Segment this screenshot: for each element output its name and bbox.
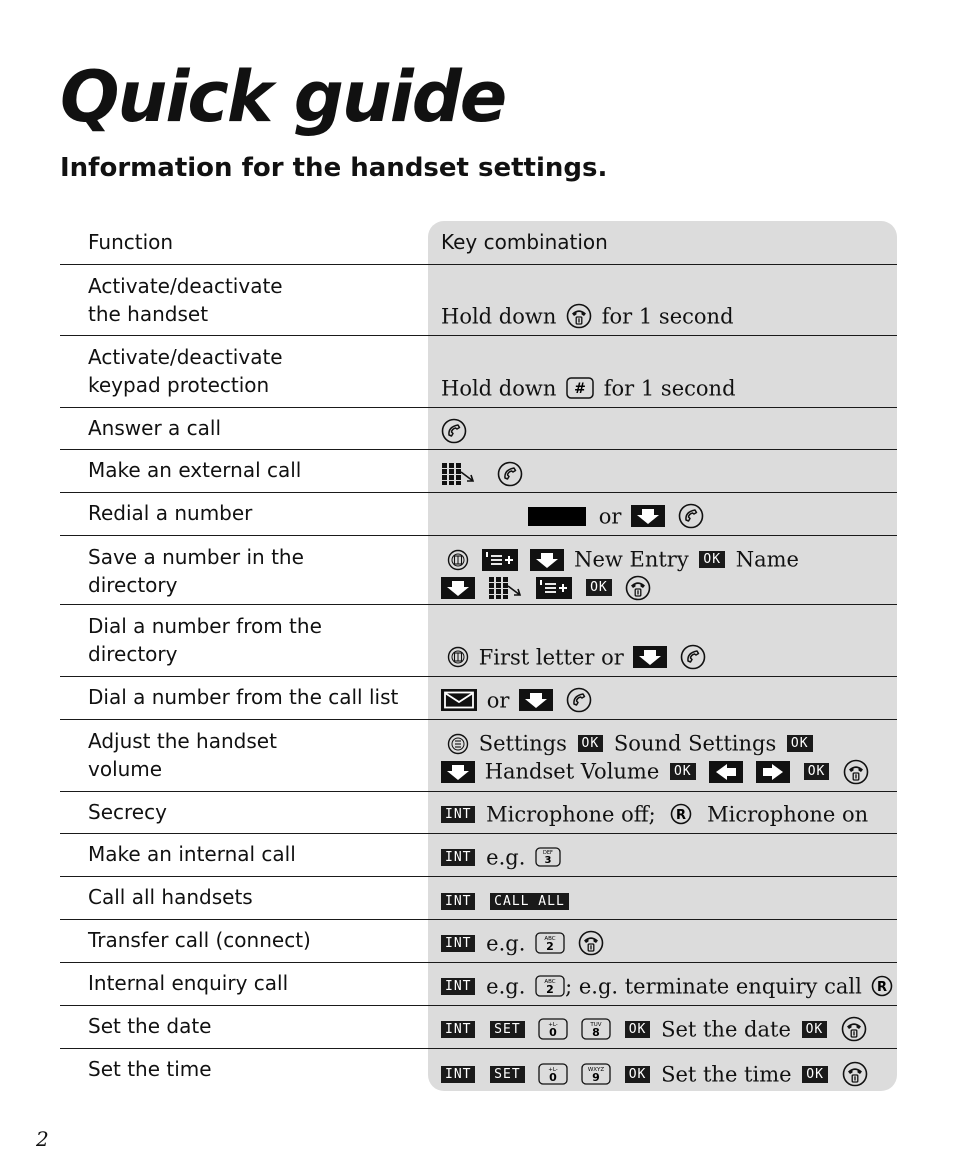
table-row <box>60 450 897 493</box>
down-arrow-key-icon <box>631 505 665 527</box>
svg-text:#: # <box>574 381 586 397</box>
talk-key-icon <box>680 644 706 670</box>
digit-0-key-icon <box>538 1018 568 1040</box>
table-row <box>60 408 897 450</box>
digit-2-key-icon <box>535 932 565 954</box>
end-call-key-icon <box>625 575 651 601</box>
page-subtitle: Information for the handset settings. <box>60 153 608 183</box>
row-keys: New Entry OK Name OK <box>441 544 891 600</box>
end-call-key-icon <box>841 1016 867 1042</box>
svg-text:9: 9 <box>592 1071 600 1084</box>
digit-9-key-icon <box>581 1063 611 1085</box>
hash-key-icon <box>566 377 594 399</box>
table-row <box>60 1049 897 1093</box>
ok-softkey: OK <box>802 1066 828 1083</box>
row-keys: INT e.g. ABC 2 ; e.g. terminate enquiry call R <box>441 971 891 1001</box>
digit-8-key-icon <box>581 1018 611 1040</box>
ok-softkey: OK <box>670 763 696 780</box>
phonebook-add-icon <box>482 549 518 571</box>
int-key: INT <box>441 978 475 995</box>
end-call-key-icon <box>566 303 592 329</box>
keypad-dial-icon <box>488 576 524 600</box>
ok-softkey: OK <box>804 763 830 780</box>
row-function: Save a number in the directory <box>88 545 304 597</box>
row-function: Redial a number <box>88 501 253 525</box>
svg-text:R: R <box>877 980 888 995</box>
row-keys: or <box>441 685 891 715</box>
row-keys: Hold down for 1 second <box>441 304 734 328</box>
row-function: Activate/deactivate keypad protection <box>88 345 283 397</box>
row-function: Answer a call <box>88 416 221 440</box>
row-function: Adjust the handset volume <box>88 729 277 781</box>
svg-text:TUV: TUV <box>590 1022 602 1028</box>
row-keys: INT e.g. DEF 3 <box>441 842 891 872</box>
quick-guide-table <box>60 221 897 1093</box>
row-keys <box>441 416 891 445</box>
table-row <box>60 1006 897 1049</box>
table-row <box>60 834 897 877</box>
digit-0-key-icon <box>538 1063 568 1085</box>
row-function: Internal enquiry call <box>88 971 289 995</box>
menu-key-icon <box>447 733 469 755</box>
talk-key-icon <box>678 503 704 529</box>
left-arrow-key-icon <box>709 761 743 783</box>
row-function: Call all handsets <box>88 885 253 909</box>
page-title: Quick guide <box>60 56 506 138</box>
row-function: Transfer call (connect) <box>88 928 311 952</box>
down-arrow-key-icon <box>530 549 564 571</box>
header-key-combination: Key combination <box>441 230 608 254</box>
digit-2-key-icon <box>535 975 565 997</box>
table-row <box>60 265 897 336</box>
row-keys: INT e.g. ABC 2 <box>441 928 891 958</box>
end-call-key-icon <box>578 930 604 956</box>
svg-text:ABC: ABC <box>544 979 556 985</box>
redial-display-key <box>528 507 586 526</box>
end-call-key-icon <box>842 1061 868 1087</box>
svg-text:+L-: +L- <box>548 1022 559 1028</box>
keypad-dial-icon <box>441 462 477 486</box>
int-key: INT <box>441 1066 475 1083</box>
digit-3-key-icon <box>535 847 561 867</box>
header-function: Function <box>88 230 174 254</box>
row-function: Make an external call <box>88 458 302 482</box>
recall-r-key-icon <box>871 975 893 997</box>
call-all-softkey: CALL ALL <box>490 893 569 910</box>
int-key: INT <box>441 849 475 866</box>
ok-softkey: OK <box>787 735 813 752</box>
ok-softkey: OK <box>625 1021 651 1038</box>
down-arrow-key-icon <box>441 577 475 599</box>
row-function: Dial a number from the directory <box>88 614 322 666</box>
table-row <box>60 677 897 720</box>
page-number: 2 <box>36 1127 49 1151</box>
row-keys: INT SET +L- 0 TUV 8 OK Set the date OK <box>441 1014 891 1044</box>
row-keys <box>441 886 891 914</box>
row-function: Activate/deactivate the handset <box>88 274 283 326</box>
svg-text:0: 0 <box>549 1071 558 1084</box>
table-row <box>60 536 897 605</box>
row-keys: First letter or <box>441 642 891 672</box>
end-call-key-icon <box>843 759 869 785</box>
row-keys: Settings OK Sound Settings OK Handset Volume OK OK <box>441 728 891 784</box>
recall-r-key-icon <box>670 803 692 825</box>
row-keys: INT SET +L- 0 WXYZ 9 OK Set the time OK <box>441 1059 891 1089</box>
set-softkey: SET <box>490 1021 524 1038</box>
directory-key-icon <box>447 646 469 668</box>
down-arrow-key-icon <box>633 646 667 668</box>
table-row <box>60 963 897 1006</box>
down-arrow-key-icon <box>519 689 553 711</box>
talk-key-icon <box>566 687 592 713</box>
svg-text:WXYZ: WXYZ <box>587 1067 605 1073</box>
svg-text:R: R <box>676 808 687 823</box>
phonebook-add-icon <box>536 577 572 599</box>
directory-key-icon <box>447 549 469 571</box>
table-row <box>60 605 897 677</box>
talk-key-icon <box>441 418 467 444</box>
svg-text:8: 8 <box>592 1026 600 1039</box>
ok-softkey: OK <box>578 735 604 752</box>
table-row <box>60 792 897 834</box>
message-envelope-icon <box>441 689 477 711</box>
set-softkey: SET <box>490 1066 524 1083</box>
row-function: Dial a number from the call list <box>88 685 399 709</box>
table-header-row <box>60 221 897 265</box>
svg-text:2: 2 <box>546 940 554 953</box>
int-key: INT <box>441 1021 475 1038</box>
ok-softkey: OK <box>699 551 725 568</box>
row-keys: or <box>441 501 891 531</box>
ok-softkey: OK <box>586 579 612 596</box>
row-keys: Hold down # for 1 second <box>441 376 736 400</box>
row-function: Set the time <box>88 1057 212 1081</box>
svg-text:ABC: ABC <box>544 936 556 942</box>
int-key: INT <box>441 935 475 952</box>
svg-text:+L-: +L- <box>548 1067 559 1073</box>
ok-softkey: OK <box>802 1021 828 1038</box>
svg-text:DEF: DEF <box>543 850 554 856</box>
row-function: Secrecy <box>88 800 167 824</box>
svg-text:0: 0 <box>549 1026 558 1039</box>
row-function: Set the date <box>88 1014 212 1038</box>
svg-text:3: 3 <box>544 855 552 866</box>
row-keys <box>441 459 891 488</box>
down-arrow-key-icon <box>441 761 475 783</box>
table-row <box>60 493 897 536</box>
int-key: INT <box>441 893 475 910</box>
table-row <box>60 877 897 920</box>
int-key: INT <box>441 806 475 823</box>
row-function: Make an internal call <box>88 842 296 866</box>
ok-softkey: OK <box>625 1066 651 1083</box>
svg-text:2: 2 <box>546 983 554 996</box>
row-keys: INT Microphone off; R Microphone on <box>441 799 891 829</box>
table-row <box>60 920 897 963</box>
right-arrow-key-icon <box>756 761 790 783</box>
table-row <box>60 336 897 408</box>
talk-key-icon <box>497 461 523 487</box>
table-row <box>60 720 897 792</box>
